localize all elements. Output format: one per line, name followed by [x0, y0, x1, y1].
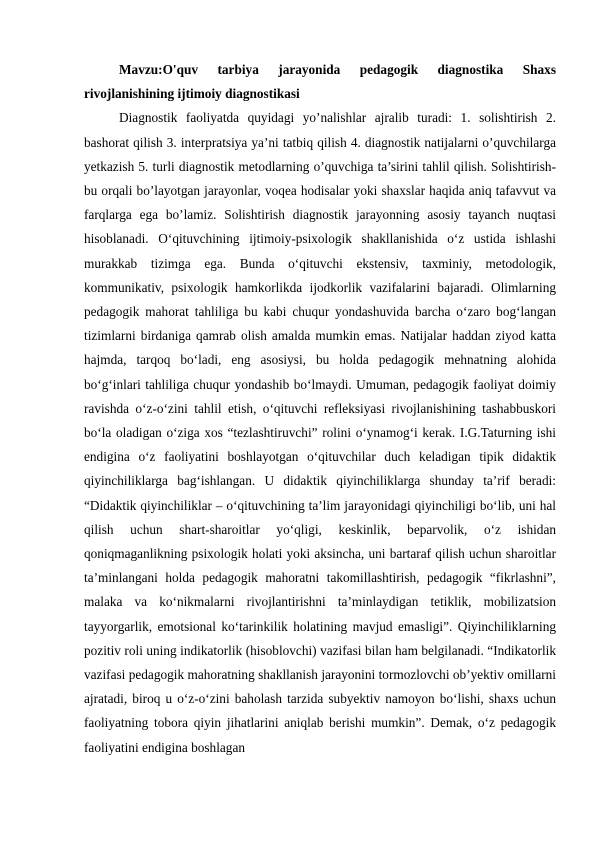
document-title: [84, 58, 556, 106]
document-page: [84, 58, 556, 760]
title-line-1: Mavzu:O'quv tarbiya jarayonida pedagogik diagnostika Shaxs: [119, 62, 556, 77]
body-paragraph: Diagnostik faoliyatda quyidagi yo’nalishlar ajralib turadi: 1. solishtirish 2. bashorat qilish 3. interpratsiya ya’ni tatbiq qilish 4. diagnostik natijalarni o’quvchilarga yetkazish 5. turli diagnostik metodlarning o’quvchiga ta’sirini tahlil qilish. Solishtirish- bu orqali bo’layotgan jarayonlar, voqea hodisalar yoki shaxslar haqida aniq tafavvut va farqlarga ega bo’lamiz. Solishtirish diagnostik jarayonning asosiy tayanch nuqtasi hisoblanadi. O‘qituvchining ijtimoiy-psixologik shakllanishida o‘z ustida ishlashi murakkab tizimga ega. Bunda o‘qituvchi ekstensiv, taxminiy, metodologik, kommunikativ, psixologik hamkorlikda ijodkorlik vazifalarini bajaradi. Olimlarning pedagogik mahorat tahliliga bu kabi chuqur yondashuvida barcha o‘zaro bog‘langan tizimlarni birdaniga qamrab olish amalda mumkin emas. Natijalar haddan ziyod katta hajmda, tarqoq bo‘ladi, eng asosiysi, bu holda pedagogik mehnatning alohida bo‘g‘inlari tahliliga chuqur yondashib bo‘lmaydi. Umuman, pedagogik faoliyat doimiy ravishda o‘z-o‘zini tahlil etish, o‘qituvchi refleksiyasi rivojlanishining tashabbuskori bo‘la oladigan o‘ziga xos “tezlashtiruvchi” rolini o‘ynamog‘i kerak. I.G.Taturning ishi endigina o‘z faoliyatini boshlayotgan o‘qituvchilar duch keladigan tipik didaktik qiyinchiliklarga bag‘ishlangan. U didaktik qiyinchiliklarga shunday ta’rif beradi: “Didaktik qiyinchiliklar – o‘qituvchining ta’lim jarayonidagi qiyinchiligi bo‘lib, uni hal qilish uchun shart-sharoitlar yo‘qligi, keskinlik, beparvolik, o‘z ishidan qoniqmaganlikning psixologik holati yoki aksincha, uni bartaraf qilish uchun sharoitlar ta’minlangani holda pedagogik mahoratni takomillashtirish, pedagogik “fikrlashni”, malaka va ko‘nikmalarni rivojlantirishni ta’minlaydigan tetiklik, mobilizatsion tayyorgarlik, emotsional ko‘tarinkilik holatining mavjud emasligi”. Qiyinchiliklarning pozitiv roli uning indikatorlik (hisoblovchi) vazifasi bilan ham belgilanadi. “Indikatorlik vazifasi pedagogik mahoratning shakllanish jarayonini tormozlovchi ob’yektiv omillarni ajratadi, biroq u o‘z-o‘zini baholash tarzida subyektiv namoyon bo‘lishi, shaxs uchun faoliyatning tobora qiyin jihatlarini aniqlab berishi mumkin”. Demak, o‘z pedagogik faoliyatini endigina boshlagan: [84, 110, 556, 755]
title-line-2: rivojlanishining ijtimoiy diagnostikasi: [84, 86, 300, 102]
